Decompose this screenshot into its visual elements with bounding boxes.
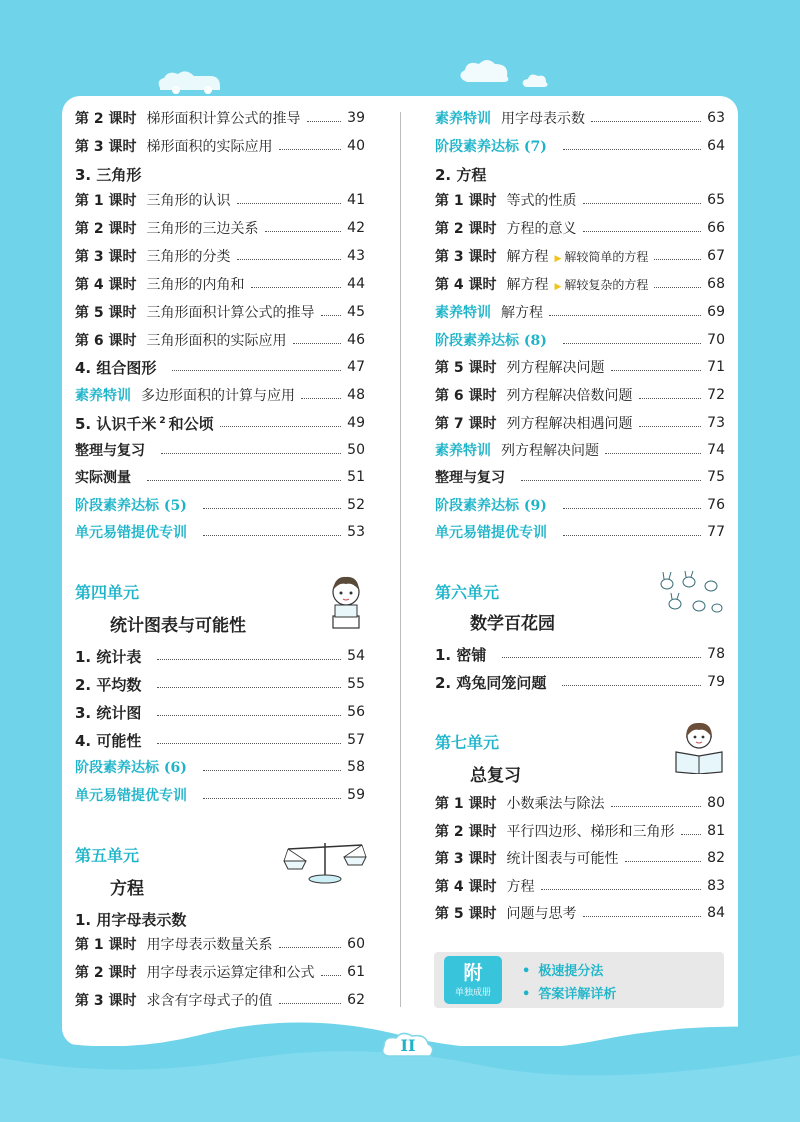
appendix-tag: 附 单独成册 [444, 956, 502, 1004]
toc-entry[interactable]: 第 1 课时 三角形的认识 41 [75, 192, 365, 209]
toc-entry[interactable]: 素养特训 解方程 69 [435, 304, 725, 321]
bottom-wave [0, 1010, 800, 1122]
toc-entry[interactable]: 3. 统计图 56 [75, 703, 365, 722]
section-heading: 2. 方程 [435, 166, 487, 184]
toc-entry[interactable]: 阶段素养达标 (9) 76 [435, 497, 725, 514]
toc-entry[interactable]: 阶段素养达标 (5) 52 [75, 497, 365, 514]
unit-name: 第六单元 [435, 583, 500, 602]
toc-entry[interactable]: 2. 鸡兔同笼问题 79 [435, 673, 725, 692]
page-number: II [400, 1036, 416, 1055]
toc-entry[interactable]: 4. 可能性 57 [75, 731, 365, 750]
toc-entry[interactable]: 第 5 课时 列方程解决问题 71 [435, 359, 725, 376]
toc-entry[interactable]: 2. 平均数 55 [75, 675, 365, 694]
toc-entry[interactable]: 阶段素养达标 (8) 70 [435, 332, 725, 349]
toc-entry[interactable]: 第 2 课时 梯形面积计算公式的推导 39 [75, 110, 365, 127]
appendix-item[interactable]: • 极速提分法 [522, 960, 603, 979]
toc-entry[interactable]: 第 2 课时 平行四边形、梯形和三角形 81 [435, 823, 725, 840]
toc-entry[interactable]: 第 4 课时 方程 83 [435, 878, 725, 895]
toc-entry[interactable]: 第 5 课时 三角形面积计算公式的推导 45 [75, 304, 365, 321]
toc-entry[interactable]: 第 1 课时 等式的性质 65 [435, 192, 725, 209]
girl-reading-icon [325, 572, 367, 630]
girl-with-book-icon [672, 718, 726, 774]
toc-entry[interactable]: 第 4 课时 三角形的内角和 44 [75, 276, 365, 293]
toc-entry[interactable]: 阶段素养达标 (7) 64 [435, 138, 725, 155]
toc-entry[interactable]: 实际测量 51 [75, 469, 365, 486]
column-divider [400, 112, 401, 1007]
unit-name: 第五单元 [75, 846, 140, 865]
toc-entry[interactable]: 第 3 课时 统计图表与可能性 82 [435, 850, 725, 867]
toc-entry[interactable]: 第 3 课时 梯形面积的实际应用 40 [75, 138, 365, 155]
toc-entry[interactable]: 第 4 课时 解方程 ▶ 解较复杂的方程 68 [435, 276, 725, 293]
section-heading: 1. 用字母表示数 [75, 911, 187, 929]
arrow-icon: ▶ [554, 281, 562, 292]
toc-entry[interactable]: 第 1 课时 用字母表示数量关系 60 [75, 936, 365, 953]
toc-entry[interactable]: 阶段素养达标 (6) 58 [75, 759, 365, 776]
toc-entry[interactable]: 5. 认识千米 $^2$ 和公顷 49 [75, 414, 365, 433]
toc-entry[interactable]: 整理与复习 75 [435, 469, 725, 486]
toc-entry[interactable]: 第 1 课时 小数乘法与除法 80 [435, 795, 725, 812]
section-heading: 3. 三角形 [75, 166, 142, 184]
toc-entry[interactable]: 素养特训 列方程解决问题 74 [435, 442, 725, 459]
toc-entry[interactable]: 单元易错提优专训 77 [435, 524, 725, 541]
toc-entry[interactable]: 第 3 课时 求含有字母式子的值 62 [75, 992, 365, 1009]
toc-entry[interactable]: 第 3 课时 三角形的分类 43 [75, 248, 365, 265]
toc-entry[interactable]: 第 7 课时 列方程解决相遇问题 73 [435, 415, 725, 432]
toc-entry[interactable]: 第 2 课时 三角形的三边关系 42 [75, 220, 365, 237]
toc-entry[interactable]: 第 3 课时 解方程 ▶ 解较简单的方程 67 [435, 248, 725, 265]
unit-title: 数学百花园 [470, 614, 555, 634]
toc-entry[interactable]: 第 5 课时 问题与思考 84 [435, 905, 725, 922]
toc-entry[interactable]: 第 6 课时 列方程解决倍数问题 72 [435, 387, 725, 404]
unit-title: 方程 [110, 879, 144, 899]
unit-title: 统计图表与可能性 [110, 616, 246, 636]
balance-scale-icon [280, 835, 370, 885]
toc-entry[interactable]: 1. 统计表 54 [75, 647, 365, 666]
toc-entry[interactable]: 4. 组合图形 47 [75, 358, 365, 377]
cloud-car-decoration [150, 66, 230, 96]
toc-entry[interactable]: 第 2 课时 用字母表示运算定律和公式 61 [75, 964, 365, 981]
toc-entry[interactable]: 单元易错提优专训 59 [75, 787, 365, 804]
unit-name: 第七单元 [435, 733, 500, 752]
cloud-decoration-small [520, 70, 550, 90]
toc-entry[interactable]: 第 6 课时 三角形面积的实际应用 46 [75, 332, 365, 349]
toc-entry[interactable]: 素养特训 用字母表示数 63 [435, 110, 725, 127]
unit-name: 第四单元 [75, 583, 140, 602]
toc-entry[interactable]: 1. 密铺 78 [435, 645, 725, 664]
appendix-item[interactable]: • 答案详解详析 [522, 983, 616, 1002]
toc-entry[interactable]: 第 2 课时 方程的意义 66 [435, 220, 725, 237]
toc-entry[interactable]: 整理与复习 50 [75, 442, 365, 459]
toc-entry[interactable]: 单元易错提优专训 53 [75, 524, 365, 541]
rabbits-chickens-icon [655, 570, 725, 620]
cloud-decoration [455, 56, 515, 86]
arrow-icon: ▶ [554, 253, 562, 264]
toc-entry[interactable]: 素养特训 多边形面积的计算与应用 48 [75, 387, 365, 404]
unit-title: 总复习 [470, 766, 521, 786]
appendix-box [434, 952, 724, 1008]
